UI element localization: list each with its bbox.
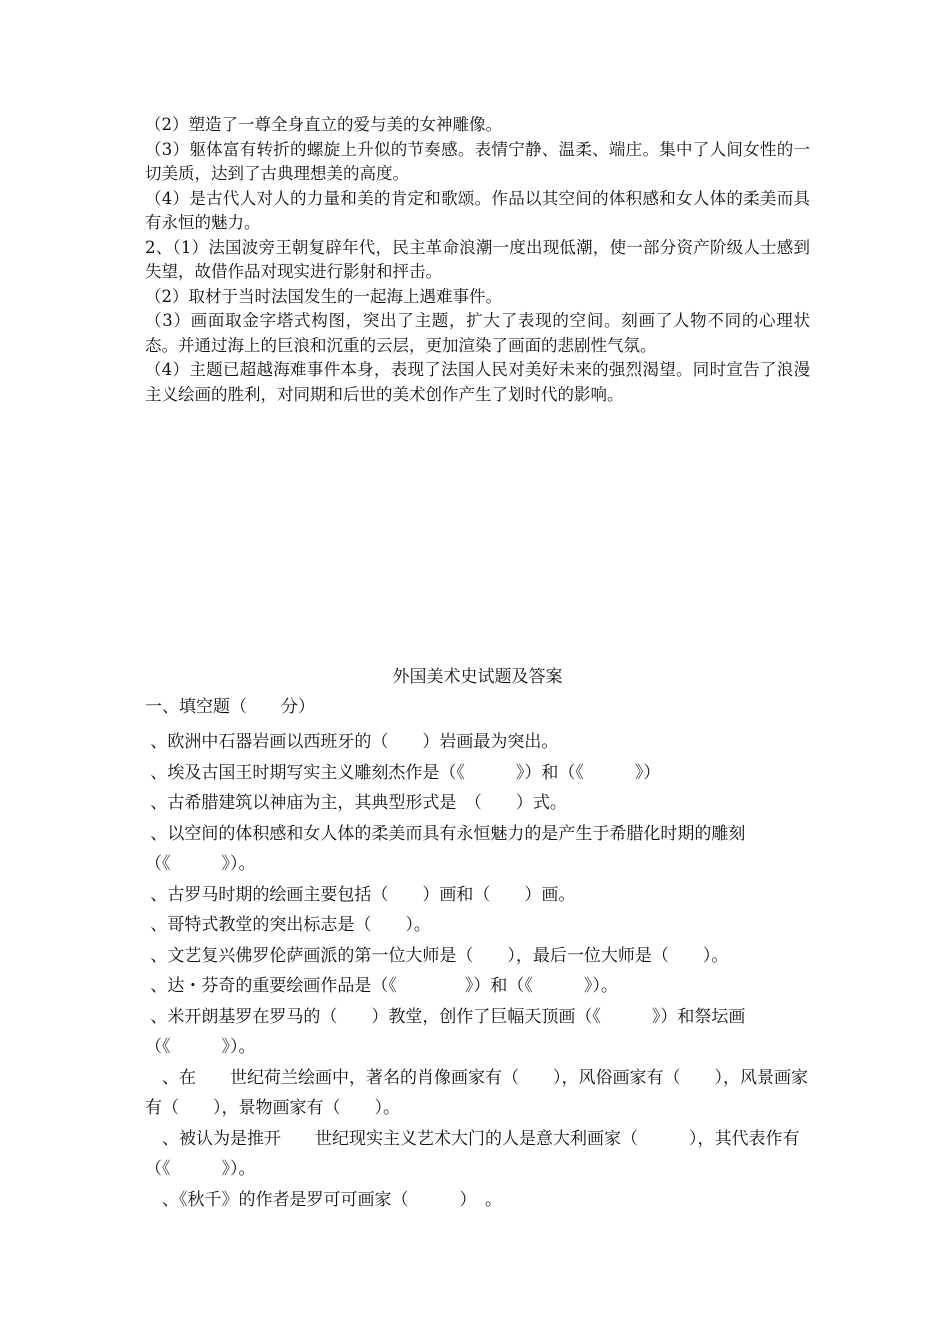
question-item: 、古罗马时期的绘画主要包括（ ）画和（ ）画。: [145, 884, 576, 905]
question-item: 、埃及古国王时期写实主义雕刻杰作是（《 》）和（《 》）: [145, 762, 661, 783]
question-list: [145, 727, 810, 1215]
question-item: 、米开朗基罗在罗马的（ ）教堂，创作了巨幅天顶画（《 》）和祭坛画（《 》）。: [145, 1006, 746, 1057]
answer-paragraph: （2）塑造了一尊全身直立的爱与美的女神雕像。: [145, 115, 502, 134]
question-item: 、古希腊建筑以神庙为主，其典型形式是 （ ）式。: [145, 793, 567, 813]
question-item: 、被认为是推开 世纪现实主义艺术大门的人是意大利画家（ ），其代表作有（《 》）。: [145, 1128, 800, 1179]
answer-paragraph: （4）是古代人对人的力量和美的肯定和歌颂。作品以其空间的体积感和女人体的柔美而具有永恒的魅力。: [145, 188, 810, 232]
question-item: 、达・芬奇的重要绘画作品是（《 》）和（《 》）。: [145, 976, 618, 996]
answer-paragraph: （4）主题已超越海难事件本身，表现了法国人民对美好未来的强烈渴望。同时宣告了浪漫主义绘画的胜利，对同期和后世的美术创作产生了划时代的影响。: [145, 360, 810, 404]
answer-paragraph: 2、（1）法国波旁王朝复辟年代，民主革命浪潮一度出现低潮，使一部分资产阶级人士感到失望，故借作品对现实进行影射和抨击。: [145, 237, 810, 281]
answer-paragraph: （3）躯体富有转折的螺旋上升似的节奏感。表情宁静、温柔、端庄。集中了人间女性的一切美质，达到了古典理想美的高度。: [145, 139, 810, 183]
question-item: 、《秋千》的作者是罗可可画家（ ） 。: [145, 1189, 502, 1210]
question-item: 、以空间的体积感和女人体的柔美而具有永恒魅力的是产生于希腊化时期的雕刻（《 》）。: [145, 823, 746, 874]
answer-paragraph: （2）取材于当时法国发生的一起海上遇难事件。: [145, 286, 502, 306]
question-item: 、欧洲中石器岩画以西班牙的（ ）岩画最为突出。: [145, 732, 559, 752]
answer-paragraph: （3）画面取金字塔式构图，突出了主题，扩大了表现的空间。刻画了人物不同的心理状态。并通过海上的巨浪和沉重的云层，更加渲染了画面的悲剧性气氛。: [145, 311, 810, 355]
answer-section: [145, 113, 810, 407]
question-item: 、哥特式教堂的突出标志是（ ）。: [145, 915, 431, 935]
section-heading: 一、填空题（ 分）: [145, 697, 315, 717]
exam-title: 外国美术史试题及答案: [392, 667, 563, 687]
question-item: 、在 世纪荷兰绘画中，著名的肖像画家有（ ），风俗画家有（ ），风景画家有（ ），景物画家有（ ）。: [145, 1067, 808, 1118]
question-item: 、文艺复兴佛罗伦萨画派的第一位大师是（ ），最后一位大师是（ ）。: [145, 945, 729, 966]
